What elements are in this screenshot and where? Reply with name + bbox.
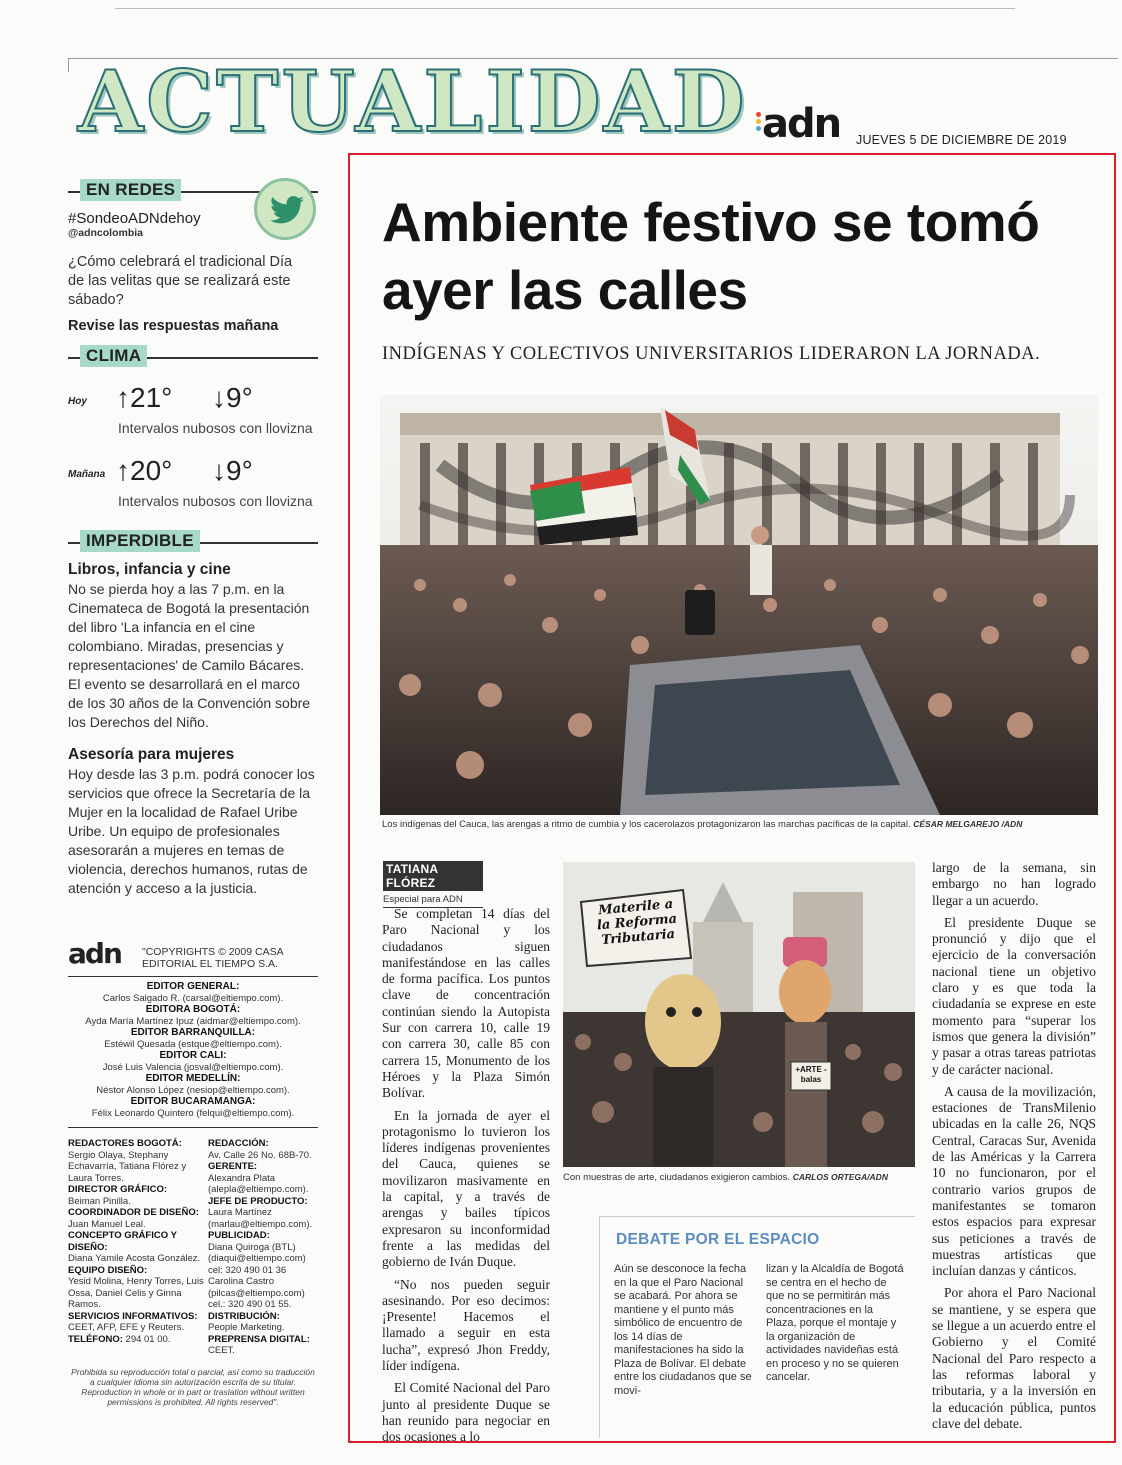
staff-role: GERENTE: — [208, 1161, 258, 1172]
poll-answer-note: Revise las respuestas mañana — [68, 318, 279, 334]
caption-text: Los indígenas del Cauca, las arengas a ritmo de cumbia y los cacerolazos protagonizaron las marchas pacíficas de la capital. — [382, 819, 911, 830]
poll-hashtag: #SondeoADNdehoy — [68, 210, 201, 227]
weather-day: Mañana — [68, 469, 106, 480]
staff-role: EDITOR GENERAL: — [146, 981, 240, 992]
staff-name: Beiman Pinilla. — [68, 1195, 131, 1207]
staff-role: COORDINADOR DE DISEÑO: — [68, 1207, 199, 1218]
event-body: Hoy desde las 3 p.m. podrá conocer los servicios que ofrece la Secretaría de la Mujer en la localidad de Rafael Uribe Uribe. Un equipo de profesionales asesorarán a mujeres en temas de violencia, derechos humanos, rutas de atención y acceso a la justicia. — [68, 766, 315, 896]
weather-high: ↑20° — [116, 455, 173, 486]
second-photo-caption — [563, 1172, 888, 1183]
paragraph: El Comité Nacional del Paro junto al presidente Duque se han reunido para negociar en dos ocasiones a lo — [382, 1380, 550, 1445]
weather-day: Hoy — [68, 396, 87, 407]
staff-role: EDITORA BOGOTÁ: — [145, 1004, 241, 1015]
debate-text: lizan y la Alcaldía de Bogotá se centra en el hecho de que no se permitirán más concentraciones en la Plaza, porque el montaje y la organización de actividades navideñas está en proceso y no se quieren cancelar. — [766, 1263, 904, 1383]
staff-name: Alexandra Plata (alepla@eltiempo.com). — [208, 1172, 309, 1195]
staff-name: Yesid Molina, Henry Torres, Luis Ossa, Daniel Celis y Ginna Ramos. — [68, 1276, 204, 1310]
staff-name: Néstor Alonso López (nesiop@eltiempo.com). — [96, 1084, 290, 1096]
sidebar-box-debate — [599, 1216, 915, 1438]
paragraph: Por ahora el Paro Nacional se mantiene, y se espera que se llegue a un acuerdo entre el Gobierno y el Comité Nacional del Paro respecto a las reformas laboral y tributaria, y a la inversión en la educación pública, puntos clave del debate. — [932, 1285, 1096, 1431]
staff-name: Carlos Salgado R. (carsal@eltiempo.com). — [102, 992, 284, 1004]
paragraph: Se completan 14 días del Paro Nacional y los ciudadanos siguen manifestándose en las calles de forma pacífica. Los puntos clave de concentración continúan siendo la Autopista Sur con carrera 10, calle 19 con carrera 30, calle 85 con carrera 15, Monumento de los Héroes y la Plaza Simón Bolívar. — [382, 906, 550, 1101]
staff-name: Ayda María Martínez Ipuz (aidmar@eltiempo.com). — [85, 1015, 301, 1027]
protest-sign-text: Materile a la Reforma Tributaria — [596, 896, 678, 949]
issue-date: JUEVES 5 DE DICIEMBRE DE 2019 — [856, 133, 1067, 147]
article-column-3 — [932, 860, 1096, 1438]
staff-role: DISTRIBUCIÓN: — [208, 1310, 280, 1322]
staff-name: Juan Manuel Leal. — [68, 1218, 146, 1230]
masthead-logo: adn — [68, 937, 121, 970]
weather-desc: Intervalos nubosos con llovizna — [118, 420, 313, 436]
puppet-sign-text: +ARTE -balas — [795, 1065, 827, 1084]
caption-text: Con muestras de arte, ciudadanos exigieron cambios. — [563, 1172, 791, 1183]
clima-label: CLIMA — [80, 345, 147, 367]
staff-role: PUBLICIDAD: — [208, 1230, 270, 1241]
staff-role: CONCEPTO GRÁFICO Y DISEÑO: — [68, 1230, 177, 1253]
paragraph: En la jornada de ayer el protagonismo lo tuvieron los líderes indígenas provenientes del Cauca, quienes se movilizaron masivamente en la capital, y a través de arengas y bailes típicos expresaron su inconformidad frente a las medidas del gobierno de Iván Duque. — [382, 1107, 550, 1270]
staff-name: Estéwil Quesada (estque@eltiempo.com). — [104, 1038, 282, 1050]
staff-role: EDITOR BARRANQUILLA: — [130, 1027, 256, 1038]
scan-artifact-line — [115, 8, 1015, 9]
staff-role: PREPRENSA DIGITAL: — [208, 1333, 310, 1345]
staff-role: SERVICIOS INFORMATIVOS: — [68, 1310, 198, 1322]
redes-label: EN REDES — [80, 179, 181, 201]
page-edge-mark — [68, 58, 69, 72]
staff-name: CEET. — [208, 1345, 235, 1356]
staff-name: Diana Quiroga (BTL) (diaqui@eltiempo.com) cel: 320 490 01 36 Carolina Castro (pilcas@eltiempo.com) cel.: 320 490 01 55. — [208, 1241, 306, 1310]
masthead-divider — [68, 976, 318, 977]
editors-list — [68, 981, 318, 1119]
masthead — [68, 937, 318, 1407]
staff-role: TELÉFONO: — [68, 1333, 123, 1345]
paragraph: El presidente Duque se pronunció y dijo que el ejercicio de la conversación nacional tiene un objetivo claro y es que toda la ciudadanía se exprese en este momento para “superar los ismos que genera la división” y pasar a otras tareas patriotas y de carácter nacional. — [932, 914, 1096, 1077]
paragraph: A causa de la movilización, estaciones de TransMilenio ubicadas en la calle 26, NQS Central, Caracas Sur, Avenida de las Américas y la Carrera 10 no funcionaron, por el contrario varios grupos de manifestantes se tomaron estos espacios para expresar sus peticiones a través de muestras artísticas que incluían danzas y cánticos. — [932, 1083, 1096, 1279]
main-photo — [380, 395, 1098, 815]
paragraph: “No nos pueden seguir asesinando. Por eso decimos: ¡Presente! Hacemos el llamado a seguir en esta lucha”, expresó Jhon Freddy, líder indígena. — [382, 1276, 550, 1374]
author-name: TATIANA FLÓREZ — [383, 861, 483, 891]
weather-today — [68, 376, 318, 444]
staff-name: Laura Martínez (marlau@eltiempo.com). — [208, 1207, 313, 1230]
adn-logo: adn — [762, 101, 841, 147]
article-headline: Ambiente festivo se tomó ayer las calles — [382, 191, 1040, 321]
imperdible-heading — [68, 529, 318, 557]
event-body: No se pierda hoy a las 7 p.m. en la Cinemateca de Bogotá la presentación del libro 'La infancia en el cine colombiano. Miradas, presencias y representaciones' de Camilo Bácares. El evento se desarrollará en el marco de los 30 años de la Convención sobre los Derechos del Niño. — [68, 581, 311, 730]
poll-question: ¿Cómo celebrará el tradicional Día de las velitas que se realizará este sábado? — [68, 254, 293, 308]
article-column-1 — [382, 906, 550, 1452]
section-title: ACTUALIDAD — [78, 52, 748, 151]
sidebar — [68, 178, 318, 898]
weather-high: ↑21° — [116, 382, 173, 413]
staff-name: José Luis Valencia (josval@eltiempo.com). — [102, 1061, 284, 1073]
event-title: Libros, infancia y cine — [68, 561, 231, 578]
event-title: Asesoría para mujeres — [68, 746, 235, 763]
weather-tomorrow — [68, 449, 318, 517]
debate-title: DEBATE POR EL ESPACIO — [616, 1231, 820, 1248]
staff-name: Sergio Olaya, Stephany Echavarría, Tatiana Flórez y Laura Torres. — [68, 1149, 187, 1184]
masthead-divider — [68, 1127, 318, 1128]
staff-role: EDITOR BUCARAMANGA: — [130, 1096, 256, 1107]
author-role: Especial para ADN — [383, 894, 483, 908]
weather-low: ↓9° — [212, 382, 253, 413]
article-subhead: INDÍGENAS Y COLECTIVOS UNIVERSITARIOS LIDERARON LA JORNADA. — [382, 344, 1041, 364]
copyright: "COPYRIGHTS © 2009 CASA EDITORIAL EL TIEMPO S.A. — [142, 946, 284, 970]
staff-role: JEFE DE PRODUCTO: — [208, 1195, 308, 1207]
photo-credit: CÉSAR MELGAREJO /ADN — [913, 819, 1023, 829]
staff-name: People Marketing. — [208, 1322, 285, 1333]
byline — [383, 861, 483, 908]
twitter-icon — [254, 178, 316, 240]
paragraph: largo de la semana, sin embargo no han logrado llegar a un acuerdo. — [932, 860, 1096, 908]
staff-name: Félix Leonardo Quintero (felqui@eltiempo.com). — [91, 1107, 295, 1119]
legal-notice: Prohibida su reproducción total o parcial, así como su traducción a cualquier idioma sin autorización escrita de su titular. Reproduction in whole or in part or traslation without written permissions is prohibited. All rights reserved". — [71, 1366, 315, 1407]
main-photo-caption — [382, 819, 1022, 830]
staff-role: REDACCIÓN: — [208, 1138, 269, 1149]
imperdible-label: IMPERDIBLE — [80, 530, 200, 552]
staff-role: EDITOR MEDELLÍN: — [145, 1073, 241, 1084]
debate-text: Aún se desconoce la fecha en la que el Paro Nacional se acabará. Por ahora se mantiene y el punto más simbólico de encuentro de los 14 días de manifestaciones ha sido la Plaza de Bolívar. El debate entre los ciudadanos que se movi- — [614, 1263, 752, 1397]
second-photo — [563, 862, 915, 1167]
photo-credit: CARLOS ORTEGA/ADN — [792, 1172, 888, 1182]
staff-role: DIRECTOR GRÁFICO: — [68, 1184, 168, 1195]
staff-role: REDACTORES BOGOTÁ: — [68, 1138, 182, 1149]
staff-name: 294 01 00. — [125, 1333, 171, 1345]
staff-role: EQUIPO DISEÑO: — [68, 1264, 148, 1276]
staff-name: Av. Calle 26 No. 68B-70. — [208, 1149, 312, 1161]
poll-handle: @adncolombia — [68, 227, 143, 239]
weather-desc: Intervalos nubosos con llovizna — [118, 493, 313, 509]
staff-name: CEET, AFP, EFE y Reuters. — [68, 1322, 184, 1333]
clima-heading — [68, 344, 318, 372]
staff-role: EDITOR CALI: — [159, 1050, 227, 1061]
staff-name: Diana Yamile Acosta González. — [68, 1253, 201, 1264]
staff-grid — [68, 1138, 318, 1357]
weather-low: ↓9° — [212, 455, 253, 486]
